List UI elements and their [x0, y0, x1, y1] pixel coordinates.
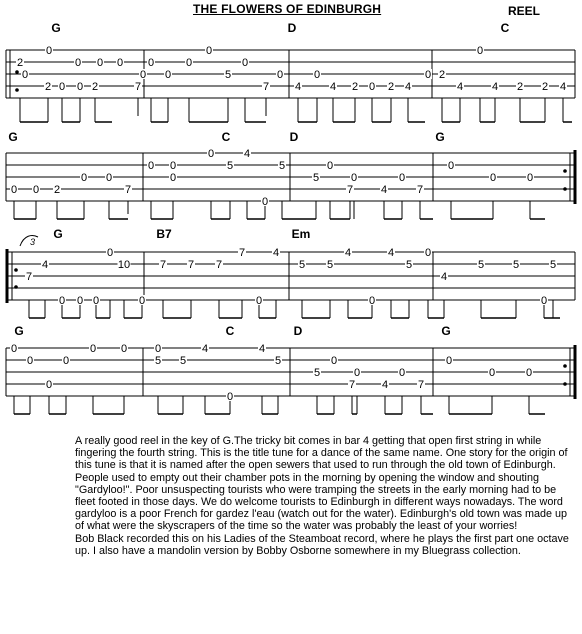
- fret-number: 0: [58, 295, 66, 307]
- fret-number: 4: [440, 271, 448, 283]
- fret-number: 4: [404, 81, 412, 93]
- fret-number: 0: [139, 69, 147, 81]
- fret-number: 7: [346, 184, 354, 196]
- stems: [20, 98, 563, 122]
- fret-number: 0: [525, 367, 533, 379]
- chord-symbol: G: [441, 324, 451, 338]
- stems: [14, 201, 530, 219]
- chord-symbol: G: [435, 130, 445, 144]
- fret-number: 5: [298, 259, 306, 271]
- fret-number: 0: [540, 295, 548, 307]
- fret-number: 0: [62, 355, 70, 367]
- tune-notes: [75, 435, 571, 557]
- fret-number: 0: [169, 160, 177, 172]
- fret-number: 7: [187, 259, 195, 271]
- fret-number: 7: [124, 184, 132, 196]
- fret-number: 2: [16, 57, 24, 69]
- fret-number: 0: [10, 343, 18, 355]
- tab-system-3: [6, 236, 575, 318]
- fret-number: 0: [89, 343, 97, 355]
- chord-symbol: G: [14, 324, 24, 338]
- fret-number: 7: [159, 259, 167, 271]
- fret-number: 0: [526, 172, 534, 184]
- fret-number: 4: [491, 81, 499, 93]
- repeat-dot: [15, 88, 19, 92]
- fret-number: 5: [549, 259, 557, 271]
- fret-number: 4: [344, 247, 352, 259]
- fret-number: 2: [91, 81, 99, 93]
- fret-number: 0: [169, 172, 177, 184]
- tab-system-4: [6, 345, 575, 414]
- fret-number: 4: [201, 343, 209, 355]
- fret-number: 0: [45, 45, 53, 57]
- fret-number: 2: [516, 81, 524, 93]
- fret-number: 7: [348, 379, 356, 391]
- fret-number: 0: [313, 69, 321, 81]
- fret-number: 0: [106, 247, 114, 259]
- fret-number: 0: [26, 355, 34, 367]
- repeat-dot: [563, 364, 567, 368]
- fret-number: 4: [380, 184, 388, 196]
- fret-number: 0: [10, 184, 18, 196]
- fret-number: 5: [313, 367, 321, 379]
- fret-number: 5: [226, 160, 234, 172]
- chord-symbol: C: [225, 324, 235, 338]
- fret-number: 5: [405, 259, 413, 271]
- stems: [29, 300, 553, 318]
- fret-number: 0: [330, 355, 338, 367]
- chord-symbol: G: [53, 227, 63, 241]
- fret-number: 0: [398, 367, 406, 379]
- fret-number: 0: [74, 57, 82, 69]
- tune-title: THE FLOWERS OF EDINBURGH: [193, 2, 382, 16]
- fret-number: 2: [541, 81, 549, 93]
- chord-symbol: C: [221, 130, 231, 144]
- fret-number: 5: [512, 259, 520, 271]
- stems: [14, 396, 529, 414]
- chord-symbol: B7: [156, 227, 172, 241]
- fret-number: 0: [207, 148, 215, 160]
- fret-number: 0: [120, 343, 128, 355]
- fret-number: 0: [32, 184, 40, 196]
- chord-symbol: D: [293, 324, 303, 338]
- fret-number: 0: [76, 295, 84, 307]
- fret-number: 0: [276, 69, 284, 81]
- tab-annotations: [8, 21, 567, 403]
- notes-paragraph-2: Bob Black recorded this on his Ladies of the Steamboat record, where he plays the first part one octave up. I also have a mandolin version by Bobby Osborne somewhere in my Bluegrass collection.: [75, 532, 569, 557]
- fret-number: 0: [241, 57, 249, 69]
- fret-number: 4: [41, 259, 49, 271]
- repeat-dot: [563, 382, 567, 386]
- fret-number: 0: [205, 45, 213, 57]
- fret-number: 0: [326, 160, 334, 172]
- fret-number: 4: [456, 81, 464, 93]
- fret-number: 2: [438, 69, 446, 81]
- fret-number: 0: [445, 355, 453, 367]
- fret-number: 0: [138, 295, 146, 307]
- fret-number: 0: [45, 379, 53, 391]
- chord-symbol: D: [289, 130, 299, 144]
- staff-lines: [6, 252, 575, 300]
- fret-number: 0: [489, 172, 497, 184]
- tab-system-2: [6, 150, 575, 219]
- fret-number: 0: [147, 160, 155, 172]
- fret-number: 0: [398, 172, 406, 184]
- fret-number: 7: [417, 379, 425, 391]
- fret-number: 0: [368, 81, 376, 93]
- fret-number: 4: [381, 379, 389, 391]
- chord-symbol: Em: [291, 227, 311, 241]
- fret-number: 4: [559, 81, 567, 93]
- fret-number: 2: [351, 81, 359, 93]
- fret-number: 0: [424, 69, 432, 81]
- repeat-dot: [15, 70, 19, 74]
- repeat-dot: [14, 268, 18, 272]
- fret-number: 2: [44, 81, 52, 93]
- fret-number: 0: [21, 69, 29, 81]
- chord-symbol: G: [8, 130, 18, 144]
- fret-number: 0: [261, 196, 269, 208]
- fret-number: 0: [154, 343, 162, 355]
- fret-number: 5: [477, 259, 485, 271]
- slide-label: 3: [30, 237, 36, 247]
- fret-number: 0: [80, 172, 88, 184]
- repeat-dot: [14, 285, 18, 289]
- fret-number: 0: [353, 367, 361, 379]
- repeat-dot: [563, 169, 567, 173]
- fret-number: 5: [224, 69, 232, 81]
- repeat-dot: [563, 187, 567, 191]
- fret-number: 5: [179, 355, 187, 367]
- chord-symbol: C: [500, 21, 510, 35]
- slide-mark: [20, 236, 38, 246]
- fret-number: 4: [272, 247, 280, 259]
- fret-number: 0: [447, 160, 455, 172]
- fret-number: 0: [147, 57, 155, 69]
- fret-number: 0: [76, 81, 84, 93]
- notes-paragraph-1: A really good reel in the key of G.The tricky bit comes in bar 4 getting that open first string in while fingering the fourth string. This is the title tune for a dance of the same name. One story for the origin of this tune is that it is named after the open sewers that used to run through the old town of Edinburgh. People used to empty out their chamber pots in the morning by opening the window and shouting "Gardyloo!". Poor unsuspecting tourists who were tramping the streets in the early morning had to be fleet footed in those days. We do welcome tourists to Edinburgh in different ways nowadays. The word gardyloo is a poor French for gardez l'eau (watch out for the water). Edinburgh's old town was made up of what were the skyscrapers of the time so the water was probably the least of your worries!: [75, 435, 568, 533]
- fret-number: 0: [105, 172, 113, 184]
- fret-number: 5: [278, 160, 286, 172]
- fret-number: 4: [243, 148, 251, 160]
- fret-number: 5: [154, 355, 162, 367]
- fret-number: 7: [416, 184, 424, 196]
- tune-type: REEL: [508, 4, 541, 18]
- fret-number: 0: [488, 367, 496, 379]
- fret-number: 2: [53, 184, 61, 196]
- fret-number: 7: [238, 247, 246, 259]
- fret-number: 4: [258, 343, 266, 355]
- fret-number: 4: [294, 81, 302, 93]
- fret-number: 0: [164, 69, 172, 81]
- chord-symbol: D: [287, 21, 297, 35]
- fret-number: 5: [312, 172, 320, 184]
- fret-number: 0: [96, 57, 104, 69]
- fret-number: 0: [476, 45, 484, 57]
- fret-number: 0: [368, 295, 376, 307]
- fret-number: 0: [255, 295, 263, 307]
- fret-number: 5: [326, 259, 334, 271]
- fret-number: 7: [215, 259, 223, 271]
- fret-number: 0: [92, 295, 100, 307]
- fret-number: 0: [185, 57, 193, 69]
- fret-number: 7: [25, 271, 33, 283]
- fret-number: 7: [262, 81, 270, 93]
- fret-number: 0: [116, 57, 124, 69]
- fret-number: 7: [134, 81, 142, 93]
- fret-number: 4: [387, 247, 395, 259]
- fret-number: 5: [274, 355, 282, 367]
- fret-number: 0: [424, 247, 432, 259]
- fret-number: 0: [58, 81, 66, 93]
- fret-number: 0: [350, 172, 358, 184]
- fret-number: 4: [329, 81, 337, 93]
- chord-symbol: G: [51, 21, 61, 35]
- fret-number: 2: [387, 81, 395, 93]
- fret-number: 0: [226, 391, 234, 403]
- fret-number: 10: [117, 259, 131, 271]
